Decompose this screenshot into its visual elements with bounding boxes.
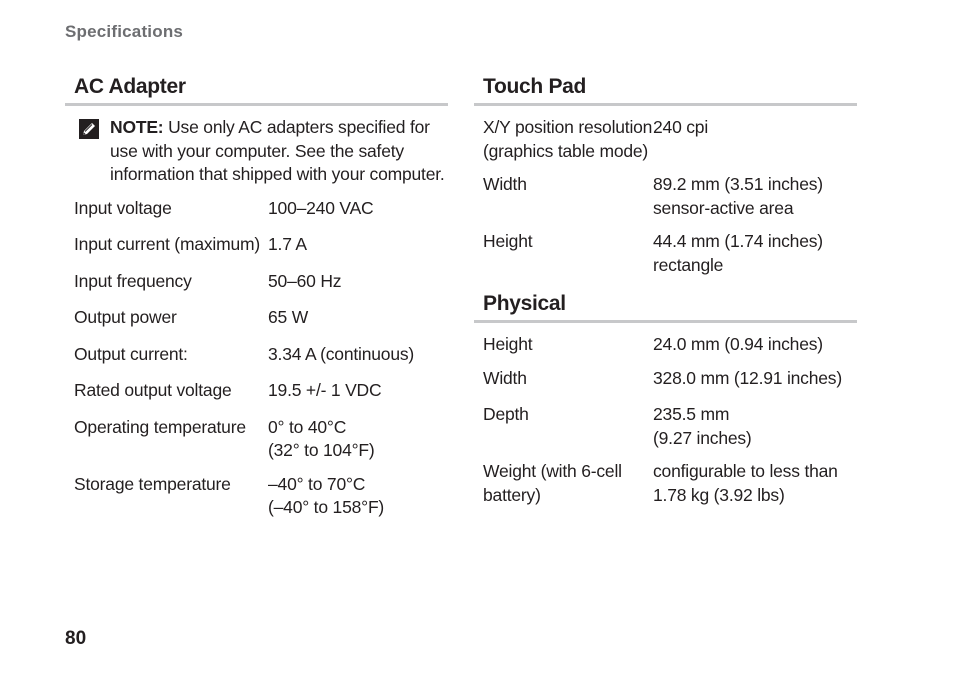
spec-value: 44.4 mm (1.74 inches) rectangle bbox=[653, 231, 823, 275]
spec-label: Input voltage bbox=[74, 197, 172, 218]
right-column bbox=[474, 74, 857, 507]
spec-label: Output current: bbox=[74, 343, 188, 364]
spec-value: configurable to less than 1.78 kg (3.92 lbs) bbox=[653, 461, 838, 505]
spec-row-physical-height bbox=[474, 333, 857, 357]
spec-value: 3.34 A (continuous) bbox=[268, 343, 415, 364]
spec-value-line: (–40° to 158°F) bbox=[268, 497, 385, 517]
touch-pad-title: Touch Pad bbox=[474, 74, 857, 106]
spec-row-physical-width bbox=[474, 367, 857, 391]
spec-value: 65 W bbox=[268, 307, 309, 327]
spec-label: Weight (with 6-cell battery) bbox=[483, 461, 622, 505]
spec-label: Storage temperature bbox=[74, 473, 231, 494]
ac-adapter-title: AC Adapter bbox=[65, 74, 448, 106]
physical-section bbox=[474, 291, 857, 507]
page-number: 80 bbox=[65, 628, 87, 649]
spec-row-output-power bbox=[65, 306, 448, 330]
spec-value: 100–240 VAC bbox=[268, 197, 374, 218]
spec-row-input-voltage bbox=[65, 197, 448, 221]
spec-row-rated-output-voltage bbox=[65, 379, 448, 403]
note-label: NOTE: bbox=[110, 117, 164, 137]
spec-label: Height bbox=[483, 334, 533, 354]
spec-value-line: (32° to 104°F) bbox=[268, 440, 375, 460]
spec-value: 50–60 Hz bbox=[268, 270, 342, 291]
note-body: Use only AC adapters specified for use with your computer. See the safety information that shipped with your computer. bbox=[110, 117, 445, 184]
spec-value bbox=[653, 403, 857, 450]
spec-value-line: 235.5 mm bbox=[653, 404, 730, 424]
spec-row-operating-temperature bbox=[65, 416, 448, 463]
spec-row-input-frequency bbox=[65, 270, 448, 294]
spec-label: Depth bbox=[483, 404, 529, 424]
spec-label: Rated output voltage bbox=[74, 380, 232, 400]
spec-row-input-current bbox=[65, 233, 448, 257]
spec-value: 89.2 mm (3.51 inches) sensor-active area bbox=[653, 174, 823, 218]
spec-value bbox=[268, 416, 448, 463]
spec-label: Input current (maximum) bbox=[74, 234, 261, 254]
spec-row-storage-temperature bbox=[65, 473, 448, 520]
spec-row-xy-resolution bbox=[474, 116, 857, 163]
spec-row-touchpad-height bbox=[474, 230, 857, 277]
note-box bbox=[65, 116, 448, 187]
spec-label: X/Y position resolution (graphics table mode) bbox=[483, 117, 653, 161]
physical-title: Physical bbox=[474, 291, 857, 323]
spec-value-line: (9.27 inches) bbox=[653, 427, 752, 448]
spec-value-line: –40° to 70°C bbox=[268, 473, 366, 494]
spec-label: Input frequency bbox=[74, 270, 192, 291]
spec-value: 19.5 +/- 1 VDC bbox=[268, 380, 382, 400]
spec-label: Width bbox=[483, 367, 527, 388]
spec-label: Output power bbox=[74, 307, 177, 327]
note-pencil-icon bbox=[79, 119, 99, 139]
spec-value: 328.0 mm (12.91 inches) bbox=[653, 367, 842, 388]
spec-label: Height bbox=[483, 231, 533, 251]
spec-value: 1.7 A bbox=[268, 234, 307, 254]
spec-row-physical-weight bbox=[474, 460, 857, 507]
spec-value-line: 0° to 40°C bbox=[268, 416, 347, 437]
spec-row-touchpad-width bbox=[474, 173, 857, 220]
spec-label: Operating temperature bbox=[74, 416, 246, 437]
spec-row-physical-depth bbox=[474, 403, 857, 450]
page-header: Specifications bbox=[65, 22, 184, 41]
spec-value: 24.0 mm (0.94 inches) bbox=[653, 334, 823, 354]
spec-value bbox=[268, 473, 448, 520]
spec-row-output-current bbox=[65, 343, 448, 367]
touch-pad-section bbox=[474, 74, 857, 277]
ac-adapter-section bbox=[65, 74, 448, 520]
spec-label: Width bbox=[483, 174, 527, 194]
spec-value: 240 cpi bbox=[653, 117, 709, 137]
note-text bbox=[110, 116, 445, 187]
